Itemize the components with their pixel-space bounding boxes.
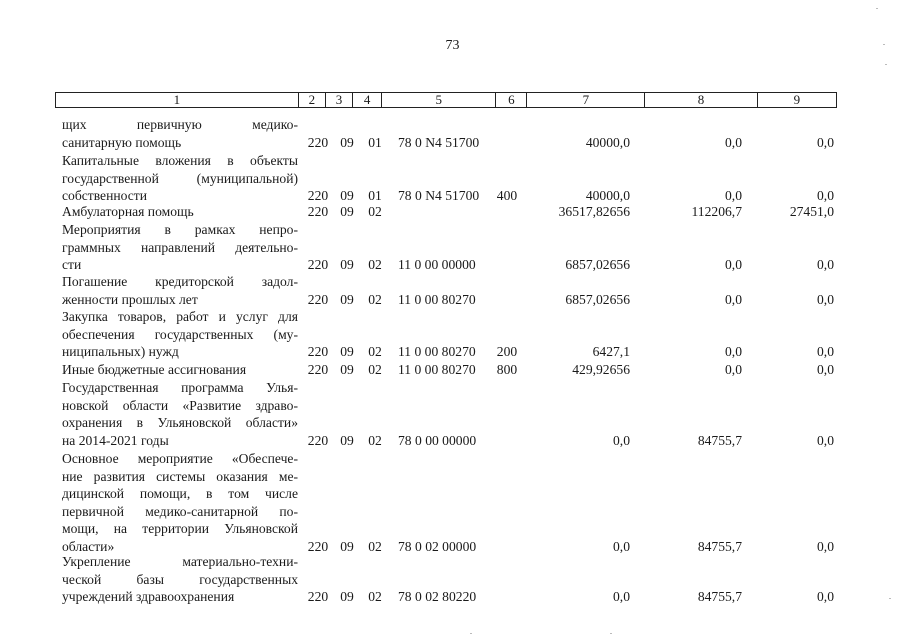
row-target-article: 78 0 00 00000 <box>398 432 477 448</box>
row-amount-col8: 0,0 <box>725 134 742 150</box>
row-amount-col8: 84755,7 <box>697 432 742 448</box>
row-chapter-code: 220 <box>307 344 329 360</box>
row-name-line: учреждений здравоохранения <box>62 589 235 605</box>
scan-speck <box>876 8 878 9</box>
row-name <box>62 221 298 274</box>
row-section: 09 <box>340 188 354 204</box>
header-col-4: 4 <box>352 93 381 107</box>
row-section: 09 <box>340 589 354 605</box>
row-target-article: 11 0 00 80270 <box>398 344 476 360</box>
row-chapter-code: 220 <box>307 432 329 448</box>
row-name-line: Государственная программа Улья- <box>62 380 298 395</box>
row-amount-col7: 6857,02656 <box>565 257 630 273</box>
row-name-line: новской области «Развитие здраво- <box>62 397 298 413</box>
row-name <box>62 116 298 151</box>
row-name-line: Погашение кредиторской задол- <box>62 274 298 289</box>
row-name-line: ческой базы государственных <box>62 571 298 587</box>
row-section: 09 <box>340 362 354 377</box>
header-col-3: 3 <box>325 93 352 107</box>
row-amount-col8: 0,0 <box>725 362 742 377</box>
row-subsection: 02 <box>368 539 382 554</box>
header-col-6: 6 <box>495 93 526 107</box>
row-section: 09 <box>340 204 354 219</box>
row-chapter-code: 220 <box>307 188 329 204</box>
row-amount-col8: 84755,7 <box>697 539 742 554</box>
row-name-line: Капитальные вложения в объекты <box>62 153 298 168</box>
row-target-article: 11 0 00 80270 <box>398 291 476 307</box>
row-amount-col9: 0,0 <box>817 291 834 307</box>
row-name-line: дицинской помощи, в том числе <box>62 486 298 502</box>
row-name-line: Амбулаторная помощь <box>62 204 194 219</box>
row-amount-col9: 0,0 <box>817 344 834 360</box>
row-name-line: Иные бюджетные ассигнования <box>62 362 247 377</box>
row-name-line: ниципальных) нужд <box>62 344 179 360</box>
row-amount-col7: 429,92656 <box>572 362 630 377</box>
row-amount-col8: 84755,7 <box>697 589 742 605</box>
row-section: 09 <box>340 432 354 448</box>
row-name-line: государственной (муниципальной) <box>62 170 298 186</box>
row-amount-col7: 36517,82656 <box>558 204 630 219</box>
header-col-5: 5 <box>381 93 495 107</box>
row-section: 09 <box>340 291 354 307</box>
row-target-article: 78 0 N4 51700 <box>398 188 480 204</box>
row-amount-col7: 0,0 <box>613 432 630 448</box>
row-expense-type: 200 <box>496 344 518 360</box>
row-name <box>62 203 298 221</box>
row-subsection: 02 <box>368 344 382 360</box>
row-amount-col8: 112206,7 <box>691 204 742 219</box>
row-section: 09 <box>340 539 354 554</box>
row-name-line: Мероприятия в рамках непро- <box>62 222 298 237</box>
row-amount-col8: 0,0 <box>725 291 742 307</box>
row-amount-col9: 0,0 <box>817 362 834 377</box>
row-amount-col7: 0,0 <box>613 539 630 554</box>
row-subsection: 01 <box>368 188 382 204</box>
row-name-line: первичной медико-санитарной по- <box>62 503 298 519</box>
scan-speck <box>470 633 472 634</box>
row-name-line: на 2014-2021 годы <box>62 432 169 448</box>
scan-speck <box>889 598 891 599</box>
row-name <box>62 361 298 379</box>
row-chapter-code: 220 <box>307 204 329 219</box>
row-subsection: 02 <box>368 291 382 307</box>
row-target-article: 78 0 02 80220 <box>398 589 477 605</box>
row-amount-col7: 0,0 <box>613 589 630 605</box>
row-amount-col7: 40000,0 <box>585 134 630 150</box>
scan-speck <box>883 44 885 45</box>
row-section: 09 <box>340 257 354 273</box>
row-name <box>62 308 298 361</box>
row-chapter-code: 220 <box>307 362 329 377</box>
row-section: 09 <box>340 344 354 360</box>
row-name-line: женности прошлых лет <box>62 291 198 307</box>
row-amount-col9: 0,0 <box>817 539 834 554</box>
header-col-8: 8 <box>644 93 756 107</box>
header-col-2: 2 <box>298 93 325 107</box>
row-amount-col7: 6857,02656 <box>565 291 630 307</box>
row-chapter-code: 220 <box>307 134 329 150</box>
page-number: 73 <box>445 38 460 53</box>
row-name <box>62 379 298 449</box>
row-target-article: 11 0 00 80270 <box>398 362 476 377</box>
row-name <box>62 450 298 556</box>
row-expense-type: 800 <box>496 362 518 377</box>
header-col-7: 7 <box>526 93 644 107</box>
row-name-line: Закупка товаров, работ и услуг для <box>62 309 298 324</box>
row-amount-col8: 0,0 <box>725 257 742 273</box>
row-name-line: мощи, на территории Ульяновской <box>62 521 298 537</box>
row-subsection: 02 <box>368 204 382 219</box>
row-amount-col7: 6427,1 <box>592 344 630 360</box>
row-amount-col8: 0,0 <box>725 344 742 360</box>
row-subsection: 02 <box>368 257 382 273</box>
row-target-article: 78 0 N4 51700 <box>398 134 480 150</box>
scan-speck <box>610 633 612 634</box>
row-subsection: 02 <box>368 362 382 377</box>
row-chapter-code: 220 <box>307 539 329 554</box>
row-amount-col8: 0,0 <box>725 188 742 204</box>
row-name-line: ние развития системы оказания ме- <box>62 468 298 484</box>
row-subsection: 02 <box>368 589 382 605</box>
row-subsection: 01 <box>368 134 382 150</box>
row-name-line: Укрепление материально-техни- <box>62 554 298 569</box>
row-name-line: сти <box>62 257 82 273</box>
row-section: 09 <box>340 134 354 150</box>
row-name <box>62 553 298 606</box>
row-chapter-code: 220 <box>307 257 329 273</box>
row-amount-col9: 0,0 <box>817 134 834 150</box>
row-name-line: санитарную помощь <box>62 134 182 150</box>
header-col-1: 1 <box>173 92 181 107</box>
row-target-article: 78 0 02 00000 <box>398 539 477 554</box>
row-name-line: Основное мероприятие «Обеспече- <box>62 451 298 466</box>
header-col-9: 9 <box>757 93 836 107</box>
row-expense-type: 400 <box>496 188 518 204</box>
row-amount-col9: 27451,0 <box>789 204 834 219</box>
row-amount-col7: 40000,0 <box>585 188 630 204</box>
row-chapter-code: 220 <box>307 291 329 307</box>
row-name-line: граммных направлений деятельно- <box>62 239 298 255</box>
row-name <box>62 152 298 205</box>
row-name-line: щих первичную медико- <box>62 117 298 132</box>
scan-speck <box>885 64 887 65</box>
row-name-line: собственности <box>62 188 148 204</box>
row-name-line: охранения в Ульяновской области» <box>62 415 298 431</box>
row-amount-col9: 0,0 <box>817 432 834 448</box>
row-name-line: обеспечения государственных (му- <box>62 326 298 342</box>
row-name <box>62 273 298 308</box>
row-amount-col9: 0,0 <box>817 589 834 605</box>
row-name-line: области» <box>62 538 115 554</box>
row-subsection: 02 <box>368 432 382 448</box>
row-target-article: 11 0 00 00000 <box>398 257 476 273</box>
row-amount-col9: 0,0 <box>817 257 834 273</box>
row-chapter-code: 220 <box>307 589 329 605</box>
row-amount-col9: 0,0 <box>817 188 834 204</box>
